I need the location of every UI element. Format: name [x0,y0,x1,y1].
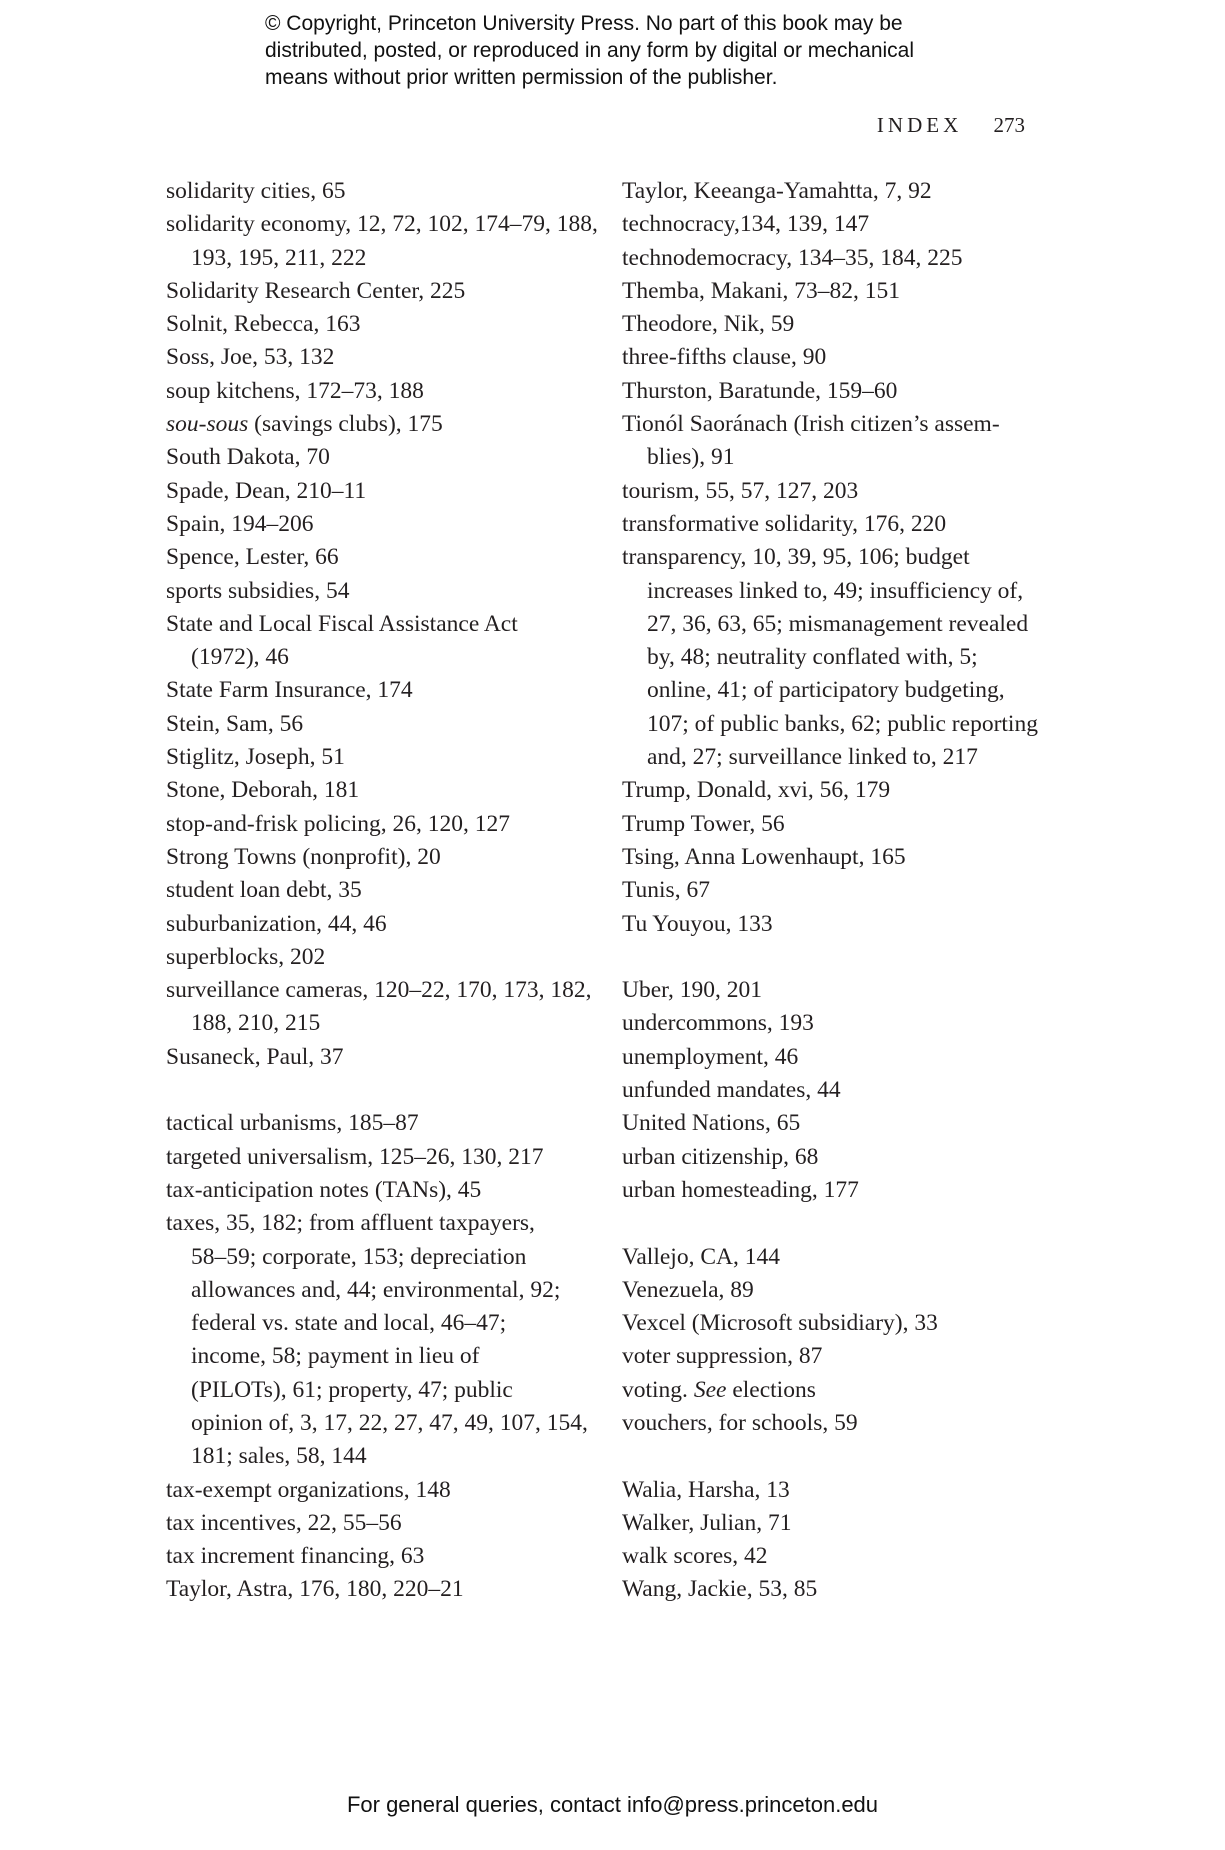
index-entry: Spain, 194–206 [166,510,314,537]
index-entry: South Dakota, 70 [166,444,330,471]
index-entry: solidarity economy, 12, 72, 102, 174–79, 188, 193, 195, 211, 222 [166,211,598,271]
index-column-right [622,175,1042,1607]
index-entry: Trump, Donald, xvi, 56, 179 [622,777,891,804]
index-entry: three-fifths clause, 90 [622,344,827,371]
index-entry: student loan debt, 35 [166,877,362,904]
index-entry: soup kitchens, 172–73, 188 [166,377,424,404]
footer-contact: For general queries, contact info@press.princeton.edu [346,1792,879,1817]
copyright-notice [265,10,985,91]
index-entry: Walker, Julian, 71 [622,1509,792,1536]
index-entry: voting. See elections [622,1376,816,1403]
index-column-left [166,175,598,1607]
index-entry: taxes, 35, 182; from affluent taxpayers, 58–59; corporate, 153; depreciation allowances and, 44; environmental, 92; federal vs. state and local, 46–47; income, 58; payment in lieu of (PILOTs), 61; property, 47; public opinion of, 3, 17, 22, 27, 47, 49, 107, 154, 181; sales, 58, 144 [166,1210,588,1470]
index-entry: Vexcel (Microsoft subsidiary), 33 [622,1310,938,1337]
index-entry: Susaneck, Paul, 37 [166,1043,344,1070]
page-number: 273 [993,113,1025,137]
index-entry: technocracy,134, 139, 147 [622,211,870,238]
index-entry: tax increment financing, 63 [166,1543,425,1570]
index-entry: superblocks, 202 [166,943,326,970]
index-entry: Spence, Lester, 66 [166,544,339,571]
index-entry: United Nations, 65 [622,1110,801,1137]
index-entry: Trump Tower, 56 [622,810,785,837]
index-entry: vouchers, for schools, 59 [622,1409,858,1436]
index-entry: undercommons, 193 [622,1010,814,1037]
copyright-line: means without prior written permission of the publisher. [265,66,778,89]
index-entry: surveillance cameras, 120–22, 170, 173, 182, 188, 210, 215 [166,977,592,1037]
running-head-label: INDEX [876,113,963,137]
index-entry: Strong Towns (nonprofit), 20 [166,843,441,870]
index-entry: State Farm Insurance, 174 [166,677,413,704]
index-entry: Taylor, Astra, 176, 180, 220–21 [166,1576,464,1603]
running-head [877,113,1025,138]
index-entry: stop-and-frisk policing, 26, 120, 127 [166,810,510,837]
letter-group-gap [622,941,1042,974]
index-entry: urban citizenship, 68 [622,1143,819,1170]
copyright-line: © Copyright, Princeton University Press. No part of this book may be [265,12,903,35]
index-entry: suburbanization, 44, 46 [166,910,387,937]
index-entry: Tunis, 67 [622,877,710,904]
index-entry: Solidarity Research Center, 225 [166,277,466,304]
index-entry: targeted universalism, 125–26, 130, 217 [166,1143,544,1170]
index-entry: Solnit, Rebecca, 163 [166,311,361,338]
index-entry: Themba, Makani, 73–82, 151 [622,277,901,304]
index-entry: tourism, 55, 57, 127, 203 [622,477,859,504]
index-entry: tax-exempt organizations, 148 [166,1476,451,1503]
index-entry: Wang, Jackie, 53, 85 [622,1576,818,1603]
index-entry: unfunded mandates, 44 [622,1077,841,1104]
letter-group-gap [622,1440,1042,1473]
index-entry: solidarity cities, 65 [166,178,346,204]
letter-group-gap [622,1207,1042,1240]
index-entry: Venezuela, 89 [622,1276,754,1303]
index-entry: urban homesteading, 177 [622,1176,859,1203]
index-entry: Uber, 190, 201 [622,977,763,1004]
index-entry: sports subsidies, 54 [166,577,350,604]
letter-group-gap [166,1074,586,1107]
index-entry: Tsing, Anna Lowenhaupt, 165 [622,843,906,870]
index-entry: walk scores, 42 [622,1543,768,1570]
index-entry: Walia, Harsha, 13 [622,1476,790,1503]
index-entry: State and Local Fiscal Assistance Act (1972), 46 [166,610,518,671]
index-entry: Stiglitz, Joseph, 51 [166,744,345,771]
index-entry: Vallejo, CA, 144 [622,1243,780,1270]
index-entry: Tionól Saoránach (Irish citizen’s assem- blies), 91 [622,411,1000,471]
index-entry: tactical urbanisms, 185–87 [166,1110,419,1137]
index-entry: Theodore, Nik, 59 [622,311,795,338]
index-entry: sou-sous (savings clubs), 175 [166,411,443,438]
copyright-line: distributed, posted, or reproduced in any form by digital or mechanical [265,39,915,62]
index-entry: Thurston, Baratunde, 159–60 [622,377,898,404]
index-entry: Taylor, Keeanga-Yamahtta, 7, 92 [622,178,932,204]
index-entry: Soss, Joe, 53, 132 [166,344,335,371]
index-entry: tax-anticipation notes (TANs), 45 [166,1176,482,1203]
index-entry: Spade, Dean, 210–11 [166,477,367,504]
index-entry: Stein, Sam, 56 [166,710,304,737]
index-entry: tax incentives, 22, 55–56 [166,1509,402,1536]
index-entry: Stone, Deborah, 181 [166,777,360,804]
index-entry: transparency, 10, 39, 95, 106; budget increases linked to, 49; insufficiency of, 27, 36, 63, 65; mismanagement revealed by, 48; neutrality conflated with, 5; online, 41; of participatory budgeting, 107; of public banks, 62; public reporting and, 27; surveillance linked to, 217 [622,544,1038,771]
index-entry: transformative solidarity, 176, 220 [622,510,947,537]
index-entry: unemployment, 46 [622,1043,799,1070]
index-entry: technodemocracy, 134–35, 184, 225 [622,244,963,271]
index-entry: voter suppression, 87 [622,1343,823,1370]
index-entry: Tu Youyou, 133 [622,910,773,937]
